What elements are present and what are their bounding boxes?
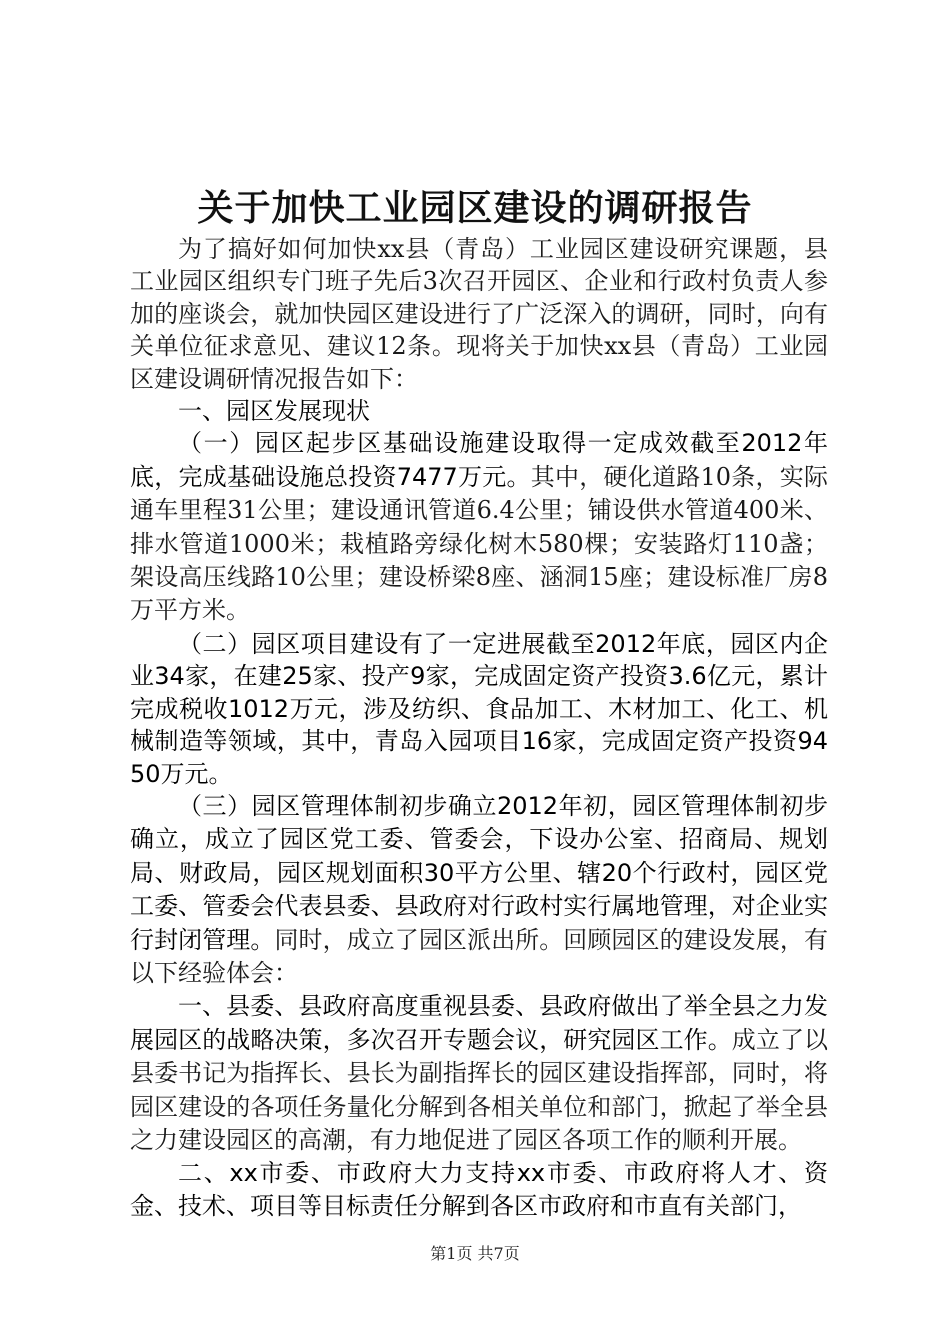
document-body [130, 233, 828, 1222]
paragraph-projects: （二）园区项目建设有了一定进展截至2012年底，园区内企业34家，在建25家、投产9家，完成固定资产投资3.6亿元，累计完成税收1012万元，涉及纺织、食品加工、木材加工、化工、机械制造等领域，其中，青岛入园项目16家，完成固定资产投资9450万元。 [130, 629, 828, 788]
paragraph-management-lead: （三）园区管理体制初步确立2012年初，园区管理体制初步确立，成立了园区党工委、管委会，下设办公室、招商局、规划局、财政局，园区规划面积30平方公里、辖20个行政村，园区党工委、管委会代表县委、县政府对行政村实行属地管理，对企业实行封闭管理。 [130, 791, 828, 954]
paragraph-infrastructure-lead: （一）园区起步区基础设施建设取得一定成效截至2012年底，完成基础设施总投资7477万元。 [130, 429, 828, 491]
section-heading: 一、园区发展现状 [178, 397, 370, 426]
paragraph-county-support-rest: 成立了以县委书记为指挥长、县长为副指挥长的园区建设指挥部，同时，将园区建设的各项任务量化分解到各相关单位和部门，掀起了举全县之力建设园区的高潮，有力地促进了园区各项工作的顺利开展。 [130, 1025, 829, 1154]
paragraph-infrastructure-rest: 其中，硬化道路10条，实际通车里程31公里；建设通讯管道6.4公里；铺设供水管道400米、排水管道1000米；栽植路旁绿化树木580棵；安装路灯110盏；架设高压线路10公里；建设桥梁8座、涵洞15座；建设标准厂房8万平方米。 [130, 462, 829, 625]
paragraph-city-support: 二、xx市委、市政府大力支持xx市委、市政府将人才、资金、技术、项目等目标责任分解到各区市政府和市直有关部门， [130, 1159, 828, 1220]
paragraph-county-support [130, 990, 828, 1157]
intro-paragraph: 为了搞好如何加快xx县（青岛）工业园区建设研究课题，县工业园区组织专门班子先后3次召开园区、企业和行政村负责人参加的座谈会，就加快园区建设进行了广泛深入的调研，同时，向有关单位征求意见、建议12条。现将关于加快xx县（青岛）工业园区建设调研情况报告如下： [130, 235, 828, 393]
paragraph-management-rest: 同时，成立了园区派出所。回顾园区的建设发展，有以下经验体会： [130, 925, 829, 987]
paragraph-county-support-lead: 一、县委、县政府高度重视县委、县政府做出了举全县之力发展园区的战略决策，多次召开专题会议，研究园区工作。 [130, 992, 828, 1054]
document-title: 关于加快工业园区建设的调研报告 [197, 187, 753, 229]
paragraph-infrastructure [130, 427, 828, 627]
paragraph-management [130, 790, 828, 990]
page-footer: 第1页 共7页 [430, 1244, 520, 1263]
